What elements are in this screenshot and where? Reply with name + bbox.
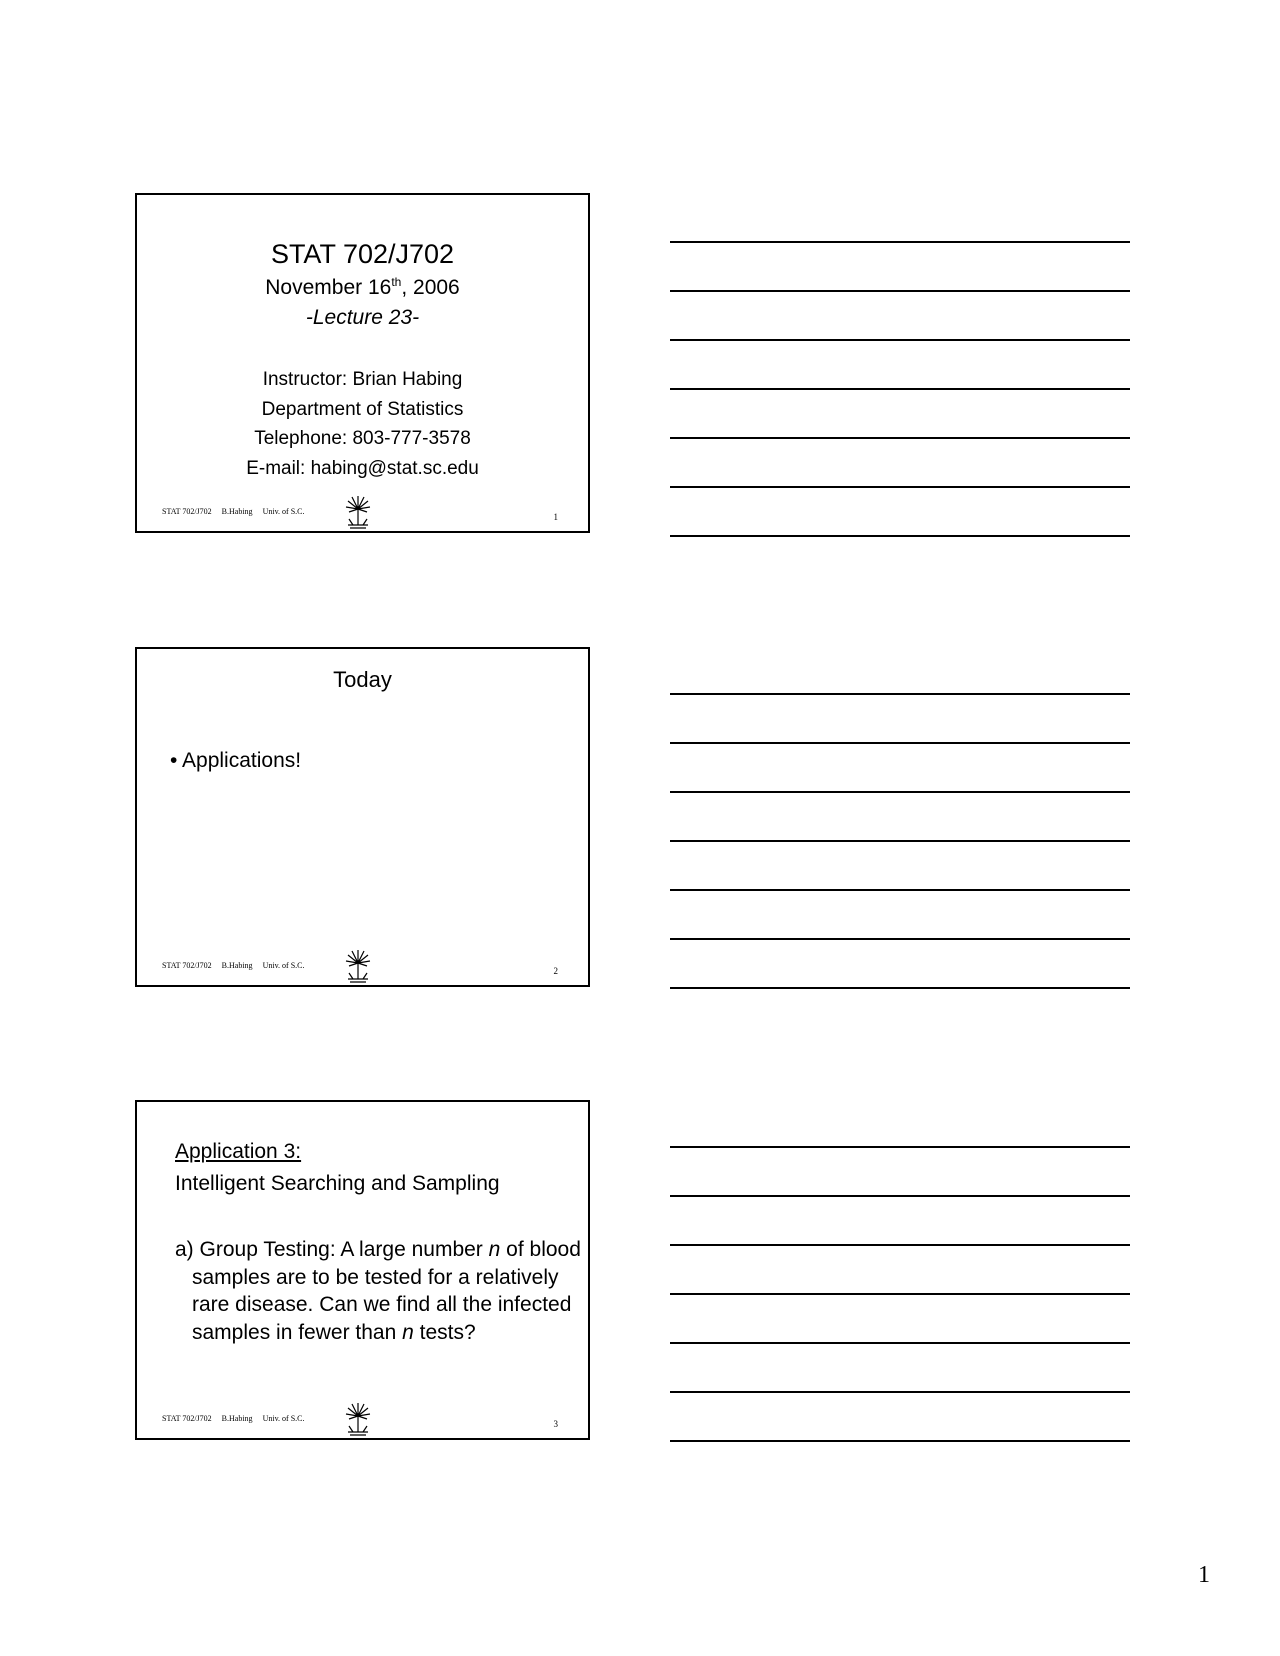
- palmetto-logo-icon: [345, 1402, 371, 1436]
- slide-number: 3: [553, 1419, 558, 1429]
- palmetto-logo-icon: [345, 949, 371, 983]
- bullet-item: • Applications!: [170, 749, 302, 772]
- telephone: Telephone: 803-777-3578: [254, 428, 471, 449]
- instructor: Instructor: Brian Habing: [262, 369, 463, 390]
- slide-subtitle: Intelligent Searching and Sampling: [175, 1172, 500, 1195]
- slide-number: 1: [553, 512, 558, 522]
- email: E-mail: habing@stat.sc.edu: [246, 457, 479, 479]
- slide-1: [135, 193, 590, 533]
- slide-body: a) Group Testing: A large number n of blood samples are to be tested for a relatively rare disease. Can we find all the infected samples in fewer than n tests?: [175, 1238, 581, 1344]
- slide-footer: STAT 702/J702 B.Habing Univ. of S.C.: [162, 961, 305, 970]
- slide-title: STAT 702/J702: [270, 239, 455, 269]
- slide-footer: STAT 702/J702 B.Habing Univ. of S.C.: [162, 507, 305, 516]
- slide-2: [135, 647, 590, 987]
- lecture-date: November 16th, 2006: [265, 275, 460, 299]
- slide-number: 2: [553, 966, 558, 976]
- palmetto-logo-icon: [345, 495, 371, 529]
- slide-3: [135, 1100, 590, 1440]
- slide-footer: STAT 702/J702 B.Habing Univ. of S.C.: [162, 1414, 305, 1423]
- page-number: 1: [1198, 1562, 1210, 1588]
- lecture-number: -Lecture 23-: [305, 306, 420, 329]
- slide-title: Today: [333, 667, 392, 692]
- instructor-info: [137, 365, 588, 483]
- slide-title: Application 3:: [175, 1140, 302, 1163]
- department: Department of Statistics: [261, 398, 464, 420]
